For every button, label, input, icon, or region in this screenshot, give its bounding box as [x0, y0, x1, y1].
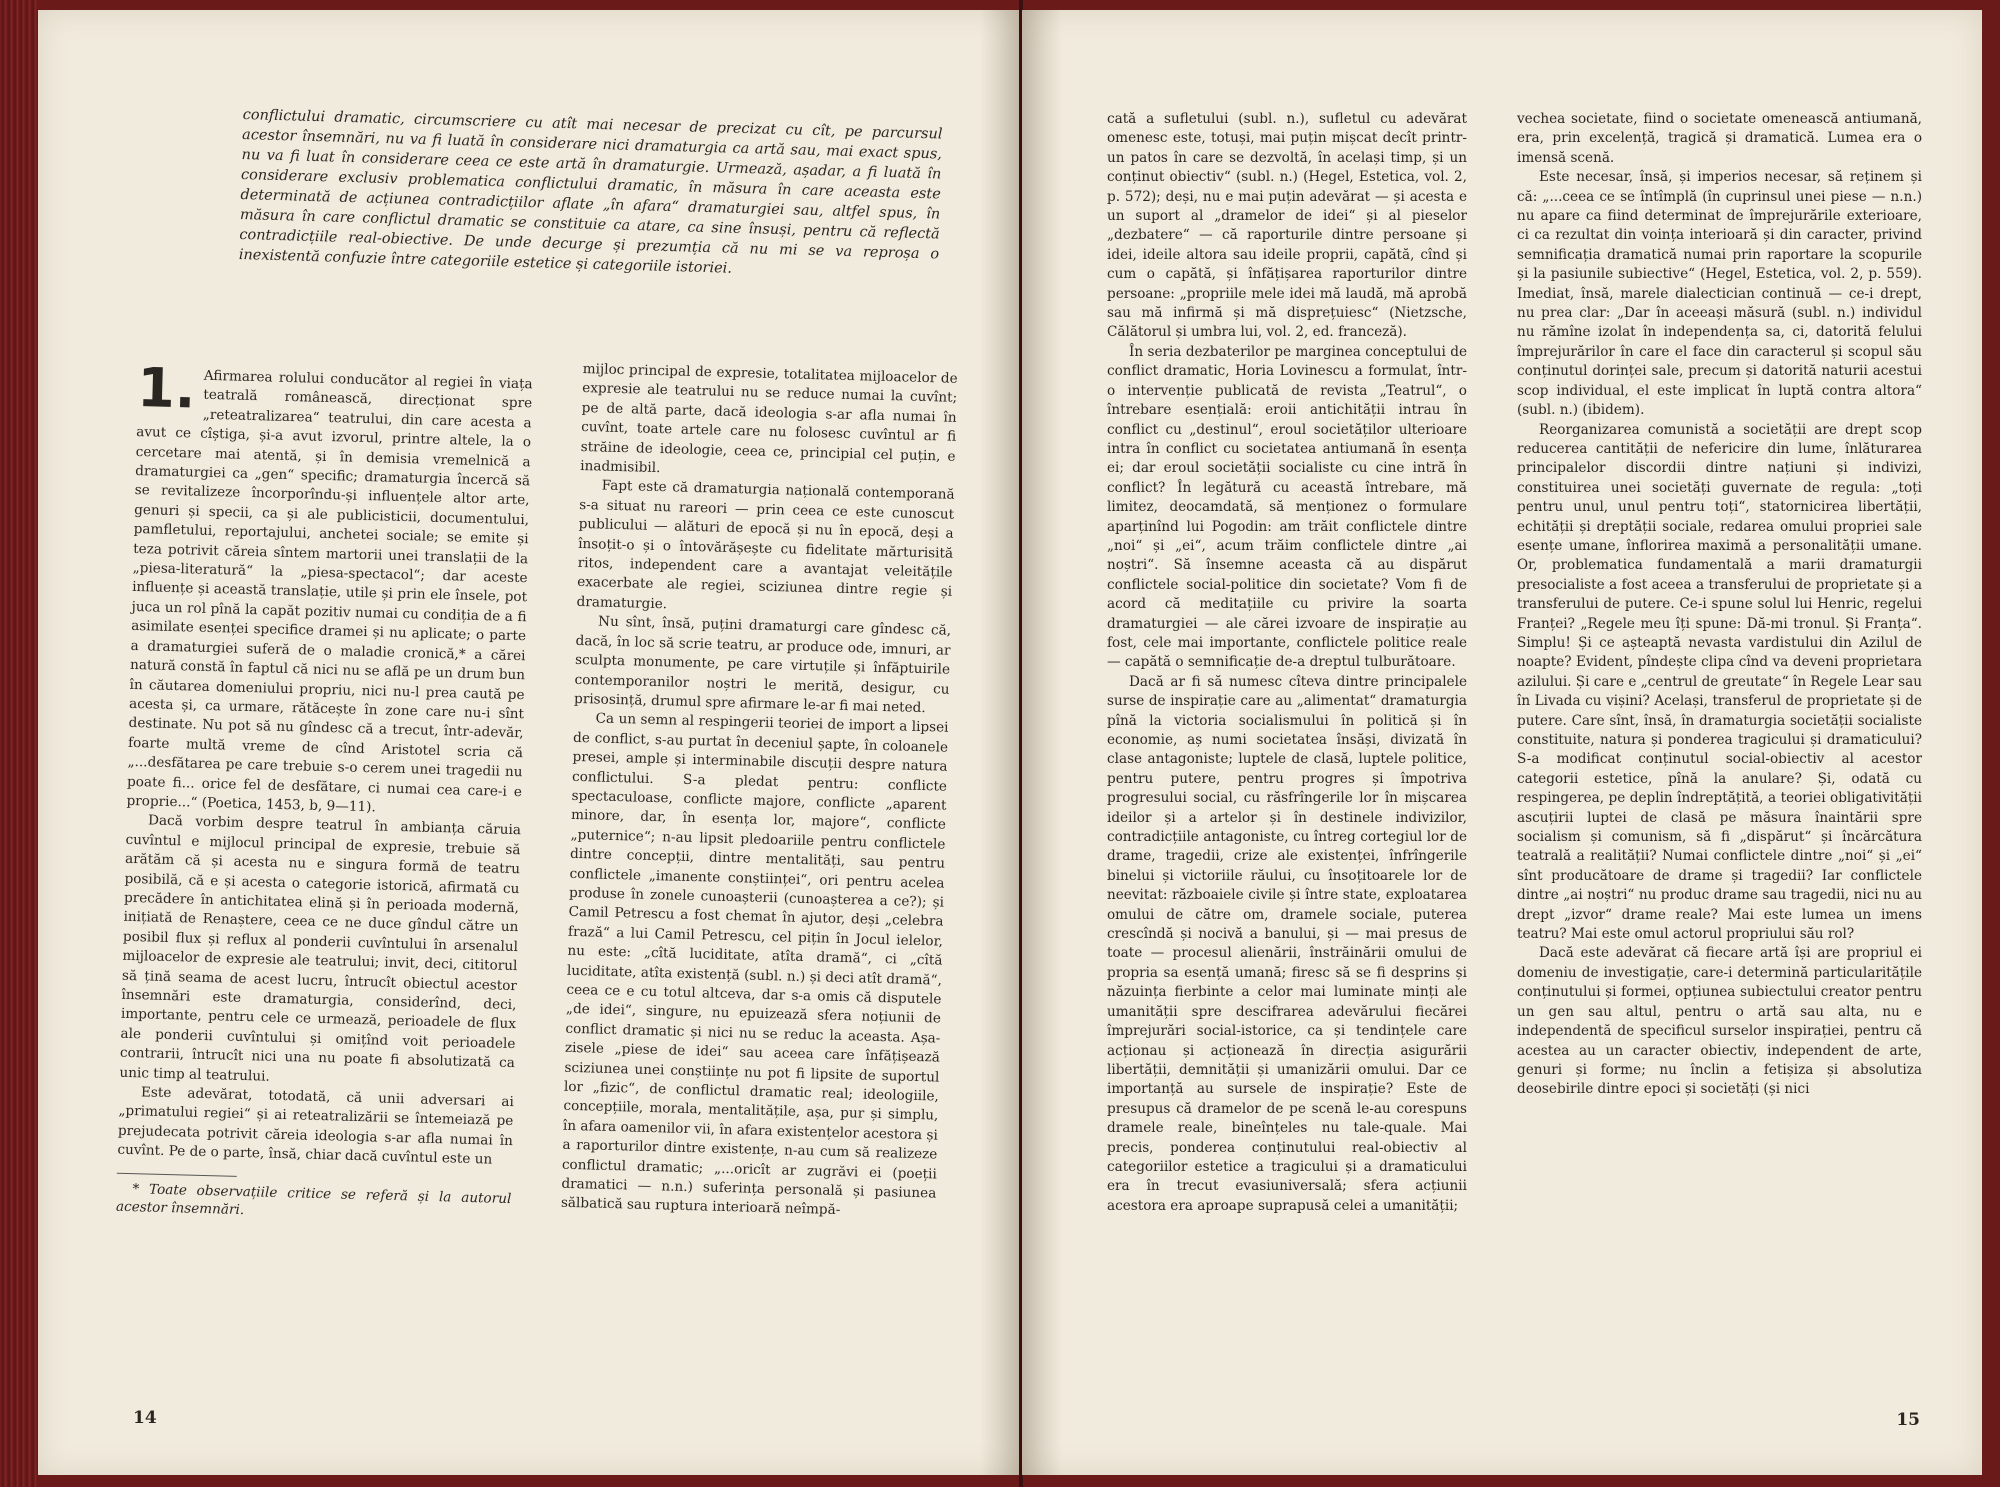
paragraph: mijloc principal de expresie, totalitatea mijloacelor de expresie ale teatrului nu se reduce numai la cuvînt; pe de altă parte, dacă ideologia s-ar afla numai în cuvînt, toate artele care nu folosesc cuvîntul ar fi străine de ideologie, ceea ce, principial cel puțin, e inadmisibil.: [580, 360, 958, 477]
section-number: 1.: [136, 356, 197, 421]
paragraph-text: Afirmarea rolului conducător al regiei în viața teatrală românească, direcționat spre „reteatralizarea“ teatrului, din care acesta a avut ce cîștiga, și-a avut izvorul, printre altele, la o cercetare mai atentă, și în demisia vremelnică a dramaturgiei ca „gen“ specific; dramaturgia încercă să se revitalizeze încorporîndu-și influențele altor arte, genuri și specii, ca și ale publicisticii, documentului, pamfletului, reportajului, anchetei sociale; se emite și teza potrivit căreia sîntem martorii unei translații de la „piesa-literatură“ la „piesa-spectacol“; dar aceste influențe și această translație, utile și prin ele însele, pot juca un rol pînă la capăt pozitiv numai cu condiția de a fi asimilate esenței specifice dramei și nu aplicate; o parte a dramaturgiei suferă de o maladie cronică,* a cărei natură constă în faptul că nici nu se află pe un drum bun în căutarea domeniului propriu, nici nu-l prea caută pe acesta și, ca urmare, rătăcește în zone care nu-i sînt destinate. Nu pot să nu gîndesc că a trecut, într-adevăr, foarte multă vreme de cînd Aristotel scria că „...desfătarea pe care trebuie s-o cerem unei tragedii nu poate fi... orice fel de desfătare, ci numai cea care-i e proprie...“ (Poetica, 1453, b, 9—11).: [126, 367, 533, 816]
paragraph: Dacă este adevărat că fiecare artă își are propriul ei domeniu de investigație, care-i determină particularitățile conținutului și formei, opțiunea subiectului creator pentru un gen sau altul, pentru o artă sau alta, nu e independentă de specificul surselor inspirației, pentru că acestea au un caracter obiectiv, independent de arte, genuri și forme; nu înclin a fetișiza și absolutiza deosebirile dintre epoci și societăți (și nici: [1517, 945, 1922, 1098]
paragraph: În seria dezbaterilor pe marginea conceptului de conflict dramatic, Horia Lovinescu a formulat, într-o intervenție publicată de revista „Teatrul“, o întrebare esențială: eroii antichității intrau în conflict cu „destinul“, eroul societăților ulterioare intra în conflict cu societatea antiumană în esența ei; dar eroul societății socialiste cu cine intră în conflict? În legătură cu această întrebare, mă limitez, deocamdată, să menționez o formulare aparținînd lui Pogodin: am trăit conflictele dintre „noi“ și „ei“, acum trăim conflictele dintre „ai noștri“. Să însemne aceasta că au dispărut conflictele social-politice din societate? Vom fi de acord că meditațiile cu privire la soarta dramaturgiei — ale cărei izvoare de inspirație au fost, cele mai importante, conflictele politice reale — capătă o semnificație de-a dreptul tulburătoare.: [1107, 343, 1467, 671]
gutter-shadow: [980, 10, 1020, 1475]
left-page: [38, 10, 1020, 1475]
paragraph: Fapt este că dramaturgia națională contemporană s-a situat nu rareori — prin ceea ce este cunoscut publicului — alături de epocă și nu în epocă, deși a însoțit-o și o întovărășește cu fidelitate mărturisită ritos, independent care a avantajat veleitățile exacerbate ale regiei, sciziunea dintre regie și dramaturgie.: [576, 477, 955, 613]
paragraph: Reorganizarea comunistă a societății are drept scop reducerea cantității de nefericire din lume, înlăturarea principalelor discordii dintre națiuni și indivizi, constituirea unei societăți guvernate de regula: „toți pentru unul, unul pentru toți“, statornicirea libertății, echității și dreptății sociale, redarea omului propriei sale esențe umane, înflorirea maximă a personalității umane. Or, problematica fundamentală a marii dramaturgii presocialiste a fost aceea a transferului de proprietate și a transferului de putere. Ce-i spune solul lui Henric, regelui Franței? „Regele meu îți spune: Dă-mi tronul. Și Franța“. Simplu! Și ce așteaptă nevasta vardistului din Azilul de noapte? Evident, pîndește clipa cînd va deveni proprietara azilului. Și care e „centrul de greutate“ în Regele Lear sau în Livada cu vișini? Același, transferul de proprietate și de putere. Care sînt, însă, în dramaturgia societății socialiste constituite, natura și ponderea tragicului și dramaticului? S-a modificat conținutul social-obiectiv al acestor categorii estetice, pînă la anulare? Și, odată cu respingerea, pe deplin îndreptățită, a teoriei obligativității ascuțirii luptei de clasă pe măsura înaintării spre socialism și comunism, să fi „dispărut“ și încărcătura teatrală a realității? Numai conflictele dintre „noi“ și „ei“ sînt producătoare de drame și tragedii? Iar conflictele dintre „ai noștri“ nu produc drame sau tragedii, nici nu au drept „izvor“ drame reale? Mai este lumea un imens teatru? Mai este omul actorul propriului său rol?: [1517, 421, 1922, 943]
page-number: 14: [133, 1408, 157, 1428]
left-column-1: [115, 356, 533, 1226]
right-column-2: [1517, 110, 1922, 1100]
intro-paragraph: conflictului dramatic, circumscriere cu atît mai necesar de precizat cu cît, pe parcursul acestor însemnări, nu va fi luată în considerare nici dramaturgia ca artă sau, mai exact spus, nu va fi luat în considerare ceea ce este artă în dramaturgie. Urmează, așadar, a fi luată în considerare exclusiv problematica conflictului dramatic, în măsura în care aceasta este determinată de acțiunea contradicțiilor aflate „în afara“ dramaturgiei sau, altfel spus, în măsura în care conflictul dramatic se constituie ca atare, ca sine însuși, pentru că reflectă contradicțiile real-obiective. De unde decurge și prezumția că nu mi se va reproșa o inexistentă confuzie între categoriile estetice și categoriile istoriei.: [238, 106, 943, 277]
gutter-shadow: [1022, 10, 1062, 1475]
paragraph: Dacă vorbim despre teatrul în ambianța căruia cuvîntul e mijlocul principal de expresie, trebuie să arătăm că și acesta nu e singura formă de teatru posibilă, că e și acesta o categorie istorică, afirmată cu precădere în antichitatea elină și în perioada modernă, inițiată de Renaștere, ceea ce ne duce gîndul către un posibil flux și reflux al ponderii cuvîntului în arsenalul mijloacelor de expresie ale teatrului; invit, deci, cititorul să țină seama de acest lucru, întrucît obiectul acestor însemnări este dramaturgia, considerînd, deci, importante, pentru cele ce urmează, perioadele de flux ale ponderii cuvîntului și omițînd voit perioadele contrarii, întrucît nici una nu poate fi absolutizată ca unic timp al teatrului.: [119, 812, 522, 1085]
footnote: * Toate observațiile critice se referă și la autorul acestor însemnări.: [115, 1180, 512, 1218]
paragraph: Dacă ar fi să numesc cîteva dintre principalele surse de inspirație care au „alimentat“ dramaturgia pînă la victoria socialismului în politică și în economie, aș numi societatea însăși, divizată în clase antagoniste; luptele de clasă, luptele politice, pentru putere, pentru progres și împotriva progresului social, cu răsfrîngerile lor în mișcarea ideilor și a artelor și în destinele indivizilor, contradicțiile antagoniste, cu întreg cortegiul lor de drame, tragedii, crize ale existenței, înfrîngerile binelui și victoriile răului, cu însoțitoarele lor de neevitat: războaiele civile și între state, exploatarea omului de către om, dramele sociale, puterea crescîndă și nocivă a banului, și — mai presus de toate — procesul alienării, înstrăinării omului de propria sa esență umană; firesc să se fi desprins și năzuința fierbinte a celor mai luminate minți ale umanității spre descifrarea adevărului fiecărei împrejurări social-istorice, ca și tendințele care acționau și acționează în direcția asigurării libertății, demnității și umanizării omului. Dar ce importanță au sursele de inspirație? Este de presupus că dramelor de pe scenă le-au corespuns dramele reale, bineînțeles nu tale-quale. Mai precis, ponderea conținutului real-obiectiv al categoriilor estetice a tragicului și a dramaticului era în trecut evasiuniversală; sfera acțiunii acestora era aproape suprapusă celei a umanității;: [1107, 673, 1467, 1214]
paragraph: Este adevărat, totodată, că unii adversari ai „primatului regiei“ și ai reteatralizării se întemeiază pe prejudecata potrivit căreia ideologia s-ar afla numai în cuvînt. Pe de o parte, însă, chiar dacă cuvîntul este un: [117, 1084, 515, 1168]
page-number: 15: [1896, 1410, 1920, 1430]
book-cover-edge: [0, 0, 38, 1487]
paragraph: Nu sînt, însă, puțini dramaturgi care gîndesc că, dacă, în loc să scrie teatru, ar produce ode, imnuri, ar sculpta monumente, pe care virtuțile și înfăptuirile contemporanilor noștri le merită, desigur, cu prisosință, drumul spre afirmare le-ar fi mai neted.: [573, 613, 952, 716]
footnote-divider: [117, 1172, 237, 1176]
paragraph: cată a sufletului (subl. n.), sufletul cu adevărat omenesc este, totuși, mai puțin mișcat decît printr-un patos în care se dezvoltă, în același timp, și un conținut obiectiv“ (subl. n.) (Hegel, Estetica, vol. 2, p. 572); deși, nu e mai puțin adevărat — și acesta e un suport al „dramelor de idei“ și al pieselor „dezbatere“ — că raporturile dintre persoane și idei, ideile altora sau ideile proprii, capătă, cînd și cum o capătă, și înfățișarea raporturilor dintre persoane: „propriile mele idei mă laudă, mă aprobă sau mă infirmă și mă disprețuiesc“ (Nietzsche, Călătorul și umbra lui, vol. 2, ed. franceză).: [1107, 111, 1467, 341]
left-column-2: [561, 360, 958, 1223]
paragraph: Ca un semn al respingerii teoriei de import a lipsei de conflict, s-au purtat în deceniul șapte, în coloanele presei, ample și interminabile discuții despre natura conflictului. S-a pledat pentru: conflicte spectaculoase, conflicte majore, conflicte „aparent minore, dar, în esența lor, majore“, conflicte „puternice“; n-au lipsit pledoariile pentru conflictele dintre concepții, dintre mentalități, sau pentru conflictele „imanente conștiinței“, ori pentru acelea produse în zonele cunoașterii (cunoașterea a ce?); și Camil Petrescu a fost chemat în ajutor, deși „celebra frază“ a lui Camil Petrescu, cel pițin în Jocul ielelor, nu este: „cîtă luciditate, atîta dramă“, ci „cîtă luciditate, atîta existență (subl. n.) și deci atît dramă“, ceea ce e cu totul altceva, dar s-a omis că disputele „de idei“, singure, nu epuizează sfera noțiunii de conflict dramatic și nici nu se reduc la aceasta. Așa-zisele „piese de idei“ sau aceea care înfățișează sciziunea unei conștiințe nu pot fi lipsite de suportul lor „fizic“, de conflictul dramatic real; ideologiile, concepțiile, morala, mentalitățile, așa, pur și simplu, în afara oamenilor vii, în afara existențelor acestora și a raporturilor dintre existențe, n-au cum să realizeze conflictul dramatic; „...oricît ar zugrăvi ei (poeții dramatici — n.n.) suferința personală și pasiunea sălbatică sau ruptura interioară neîmpă-: [560, 710, 949, 1219]
paragraph: Este necesar, însă, și imperios necesar, să reținem și că: „...ceea ce se întîmplă (în cuprinsul unei piese — n.n.) nu apare ca fiind determinat de împrejurările exterioare, ci ca rezultat din voința interioară și din caracter, privind semnificația dramatică numai prin raportare la scopurile și la pasiunile subiective“ (Hegel, Estetica, vol. 2, p. 559). Imediat, însă, marele dialectician continuă — ce-i drept, nu prea clar: „Dar în aceeași măsură (subl. n.) individul nu rămîne izolat în independența sa, ci, datorită felului împrejurărilor în care el face din caracterul și scopul său conținutul dorinței sale, precum și datorită naturii acestui scop individual, el este implicat în luptă contra altora“ (subl. n.) (ibidem).: [1517, 169, 1922, 419]
paragraph: [126, 356, 533, 822]
right-page: [1022, 10, 1982, 1475]
right-column-1: [1107, 110, 1467, 1216]
paragraph: vechea societate, fiind o societate omenească antiumană, era, prin excelență, tragică și dramatică. Lumea era o imensă scenă.: [1517, 111, 1922, 166]
